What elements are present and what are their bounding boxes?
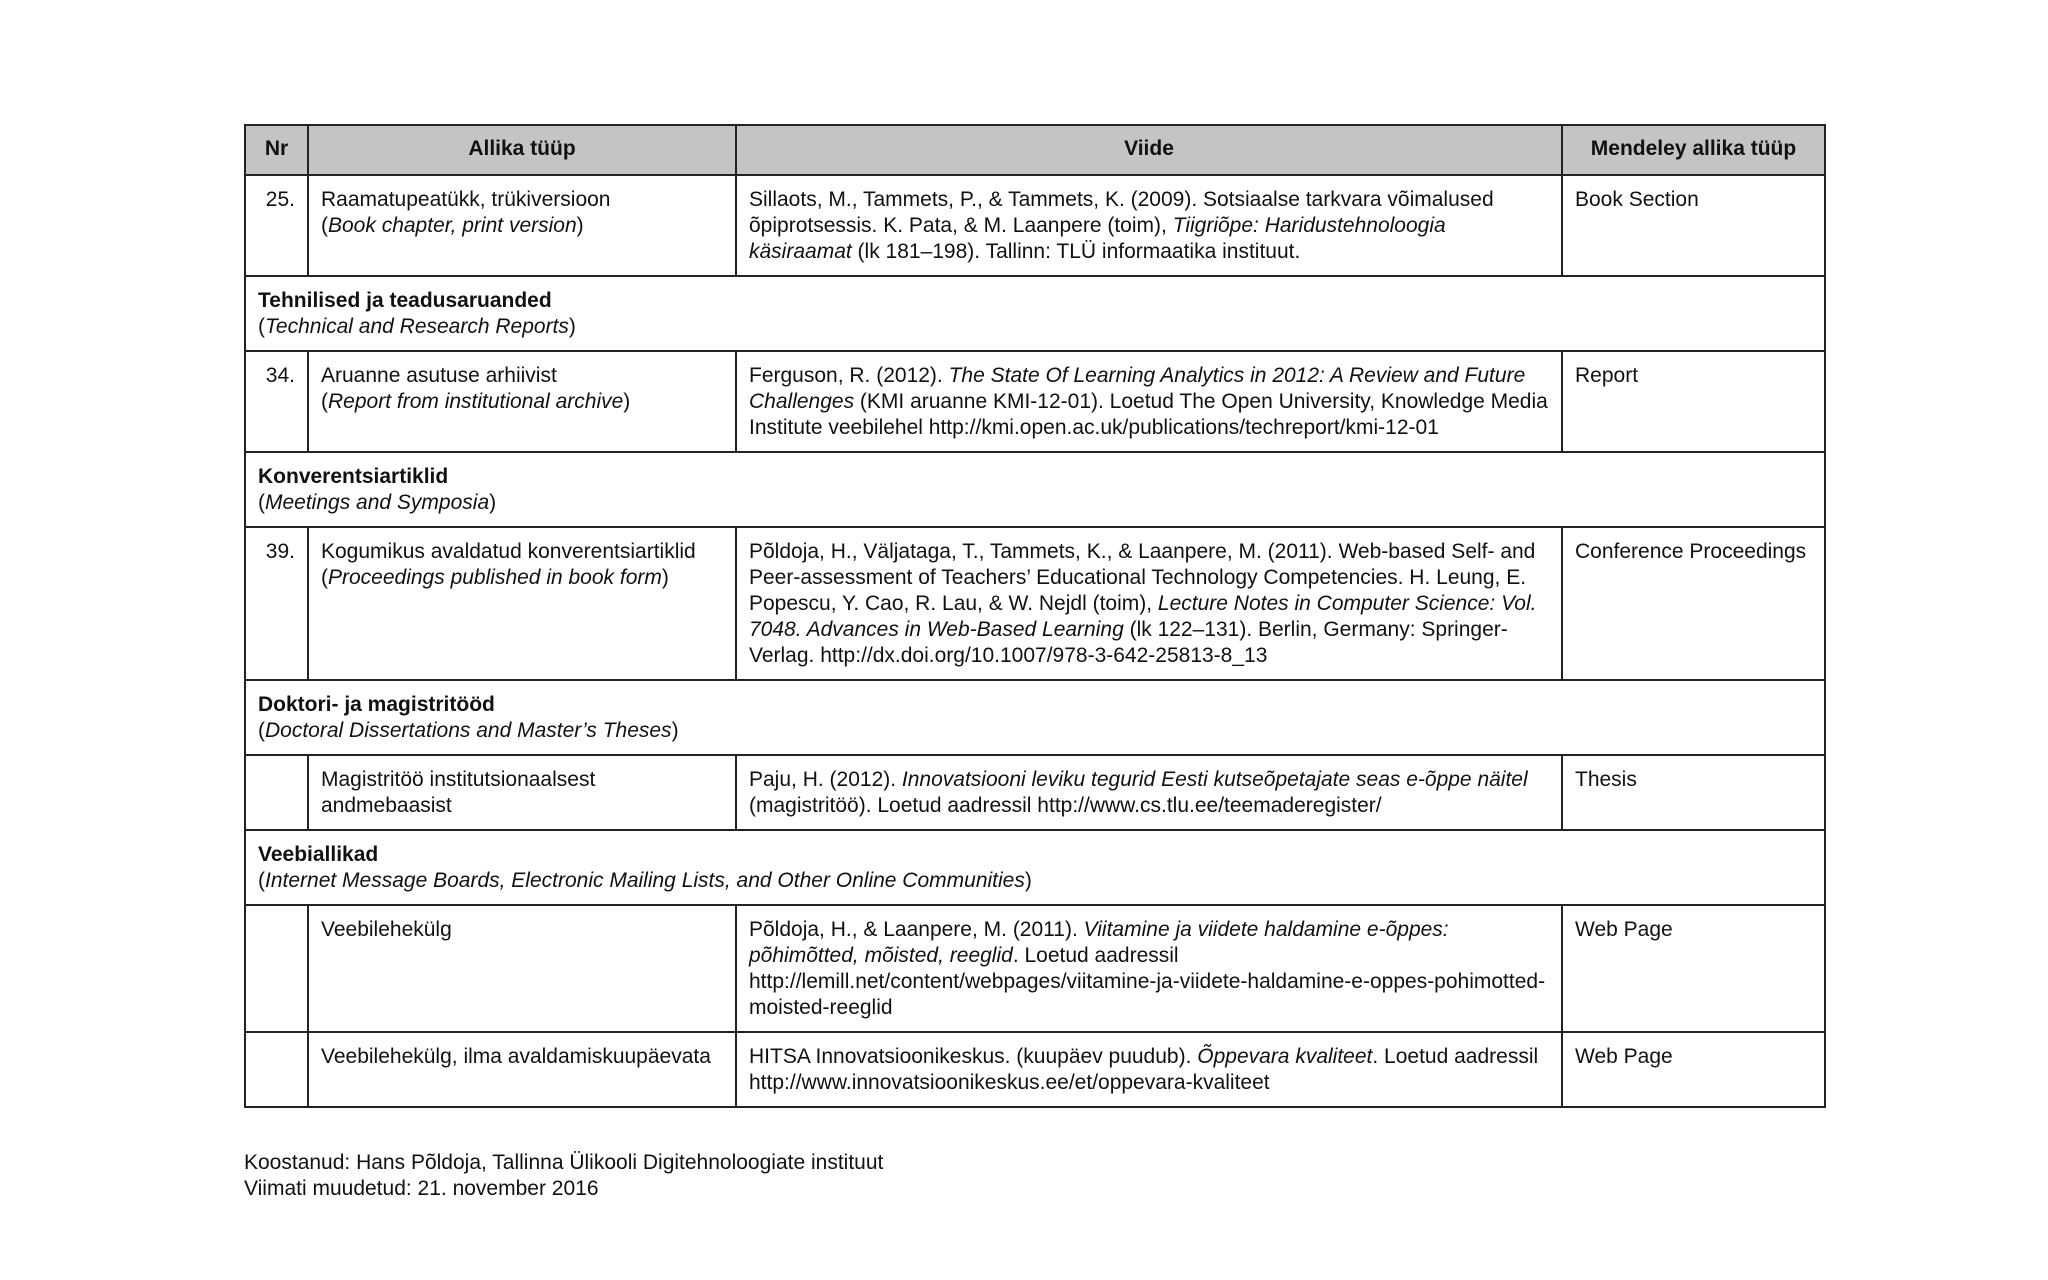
section-title: Veebiallikad bbox=[258, 843, 379, 866]
table-header-row bbox=[245, 125, 1825, 175]
header-reference: Viide bbox=[736, 125, 1562, 175]
source-type-et: Magistritöö institutsionaalsest andmebaasist bbox=[321, 768, 596, 817]
reference-cell bbox=[736, 351, 1562, 452]
table-row bbox=[245, 905, 1825, 1032]
section-title: Konverentsiartiklid bbox=[258, 465, 449, 488]
section-heading: Veebiallikad (Internet Message Boards, Electronic Mailing Lists, and Other Online Communities) bbox=[245, 830, 1825, 905]
reference-text: Ferguson, R. (2012). bbox=[749, 364, 949, 387]
reference-title: Viitamine ja viidete haldamine e-õppes: põhimõtted, mõisted, reeglid bbox=[749, 918, 1449, 967]
table-row bbox=[245, 1032, 1825, 1107]
source-type-cell: Raamatupeatükk, trükiversioon (Book chapter, print version) bbox=[308, 175, 736, 276]
reference-cell bbox=[736, 175, 1562, 276]
table-row bbox=[245, 351, 1825, 452]
footer-modified: Viimati muudetud: 21. november 2016 bbox=[244, 1177, 599, 1200]
table-row bbox=[245, 755, 1825, 830]
reference-title: Tiigriõpe: Haridustehnoloogia käsiraamat bbox=[749, 214, 1446, 263]
reference-title: Lecture Notes in Computer Science: Vol. 7048. Advances in Web-Based Learning bbox=[749, 592, 1537, 641]
mendeley-type-cell: Conference Proceedings bbox=[1562, 527, 1825, 680]
section-subtitle: Meetings and Symposia bbox=[265, 491, 490, 514]
reference-table bbox=[244, 124, 1826, 1108]
source-type-cell: Kogumikus avaldatud konverentsiartiklid (Proceedings published in book form) bbox=[308, 527, 736, 680]
section-heading: Doktori- ja magistritööd (Doctoral Dissertations and Master’s Theses) bbox=[245, 680, 1825, 755]
row-number: 25. bbox=[245, 175, 308, 276]
row-number: 39. bbox=[245, 527, 308, 680]
reference-text-end: . Loetud aadressil http://lemill.net/content/webpages/viitamine-ja-viidete-haldamine-e-oppes-pohimotted-moisted-reeglid bbox=[749, 944, 1546, 1019]
mendeley-type-cell: Web Page bbox=[1562, 1032, 1825, 1107]
row-number bbox=[245, 905, 308, 1032]
header-nr: Nr bbox=[245, 125, 308, 175]
source-type-en: Report from institutional archive bbox=[328, 390, 624, 413]
section-title: Tehnilised ja teadusaruanded bbox=[258, 289, 552, 312]
row-number bbox=[245, 755, 308, 830]
row-number bbox=[245, 1032, 308, 1107]
reference-text-end: (lk 181–198). Tallinn: TLÜ informaatika instituut. bbox=[851, 240, 1301, 263]
reference-cell bbox=[736, 905, 1562, 1032]
table-row bbox=[245, 527, 1825, 680]
section-row bbox=[245, 830, 1825, 905]
section-heading: Tehnilised ja teadusaruanded (Technical and Research Reports) bbox=[245, 276, 1825, 351]
reference-text: Põldoja, H., Väljataga, T., Tammets, K., & Laanpere, M. (2011). Web-based Self- and Peer-assessment of Teachers’ Educational Technology Competencies. H. Leung, E. Popescu, Y. Cao, R. Lau, & W. Nejdl (toim), bbox=[749, 540, 1536, 615]
source-type-en: Book chapter, print version bbox=[328, 214, 577, 237]
source-type-et: Kogumikus avaldatud konverentsiartiklid bbox=[321, 540, 696, 563]
section-subtitle: Doctoral Dissertations and Master’s Theses bbox=[265, 719, 672, 742]
reference-cell bbox=[736, 527, 1562, 680]
reference-title: Õppevara kvaliteet bbox=[1197, 1045, 1373, 1068]
reference-text: HITSA Innovatsioonikeskus. (kuupäev puudub). bbox=[749, 1045, 1198, 1068]
reference-text-end: (magistritöö). Loetud aadressil http://www.cs.tlu.ee/teemaderegister/ bbox=[749, 794, 1382, 817]
section-subtitle: Technical and Research Reports bbox=[265, 315, 569, 338]
section-row bbox=[245, 276, 1825, 351]
mendeley-type-cell: Web Page bbox=[1562, 905, 1825, 1032]
reference-cell bbox=[736, 755, 1562, 830]
source-type-cell: Aruanne asutuse arhiivist (Report from institutional archive) bbox=[308, 351, 736, 452]
reference-text-end: (KMI aruanne KMI-12-01). Loetud The Open University, Knowledge Media Institute veebilehel http://kmi.open.ac.uk/publications/techreport/kmi-12-01 bbox=[749, 390, 1548, 439]
source-type-et: Veebilehekülg, ilma avaldamiskuupäevata bbox=[321, 1045, 711, 1068]
header-source-type: Allika tüüp bbox=[308, 125, 736, 175]
reference-cell bbox=[736, 1032, 1562, 1107]
section-row bbox=[245, 680, 1825, 755]
section-heading: Konverentsiartiklid (Meetings and Symposia) bbox=[245, 452, 1825, 527]
source-type-en: Proceedings published in book form bbox=[328, 566, 662, 589]
footer-author: Koostanud: Hans Põldoja, Tallinna Ülikooli Digitehnoloogiate instituut bbox=[244, 1151, 884, 1174]
source-type-cell bbox=[308, 905, 736, 1032]
reference-text-end: (lk 122–131). Berlin, Germany: Springer-Verlag. http://dx.doi.org/10.1007/978-3-642-25813-8_13 bbox=[749, 618, 1508, 667]
reference-title: The State Of Learning Analytics in 2012: A Review and Future Challenges bbox=[749, 364, 1526, 413]
row-number: 34. bbox=[245, 351, 308, 452]
header-mendeley-type: Mendeley allika tüüp bbox=[1562, 125, 1825, 175]
source-type-cell bbox=[308, 1032, 736, 1107]
reference-title: Innovatsiooni leviku tegurid Eesti kutseõpetajate seas e-õppe näitel bbox=[901, 768, 1528, 791]
reference-text: Sillaots, M., Tammets, P., & Tammets, K. (2009). Sotsiaalse tarkvara võimalused õpiprotsessis. K. Pata, & M. Laanpere (toim), bbox=[749, 188, 1494, 237]
source-type-et: Veebilehekülg bbox=[321, 918, 452, 941]
source-type-et: Aruanne asutuse arhiivist bbox=[321, 364, 557, 387]
section-row bbox=[245, 452, 1825, 527]
section-subtitle: Internet Message Boards, Electronic Mailing Lists, and Other Online Communities bbox=[265, 869, 1025, 892]
source-type-et: Raamatupeatükk, trükiversioon bbox=[321, 188, 611, 211]
reference-text-end: . Loetud aadressil http://www.innovatsioonikeskus.ee/et/oppevara-kvaliteet bbox=[749, 1045, 1539, 1094]
mendeley-type-cell: Book Section bbox=[1562, 175, 1825, 276]
page-footer bbox=[244, 1150, 883, 1202]
section-title: Doktori- ja magistritööd bbox=[258, 693, 495, 716]
reference-text: Paju, H. (2012). bbox=[749, 768, 902, 791]
reference-text: Põldoja, H., & Laanpere, M. (2011). bbox=[749, 918, 1084, 941]
table-row bbox=[245, 175, 1825, 276]
source-type-cell bbox=[308, 755, 736, 830]
mendeley-type-cell: Thesis bbox=[1562, 755, 1825, 830]
mendeley-type-cell: Report bbox=[1562, 351, 1825, 452]
